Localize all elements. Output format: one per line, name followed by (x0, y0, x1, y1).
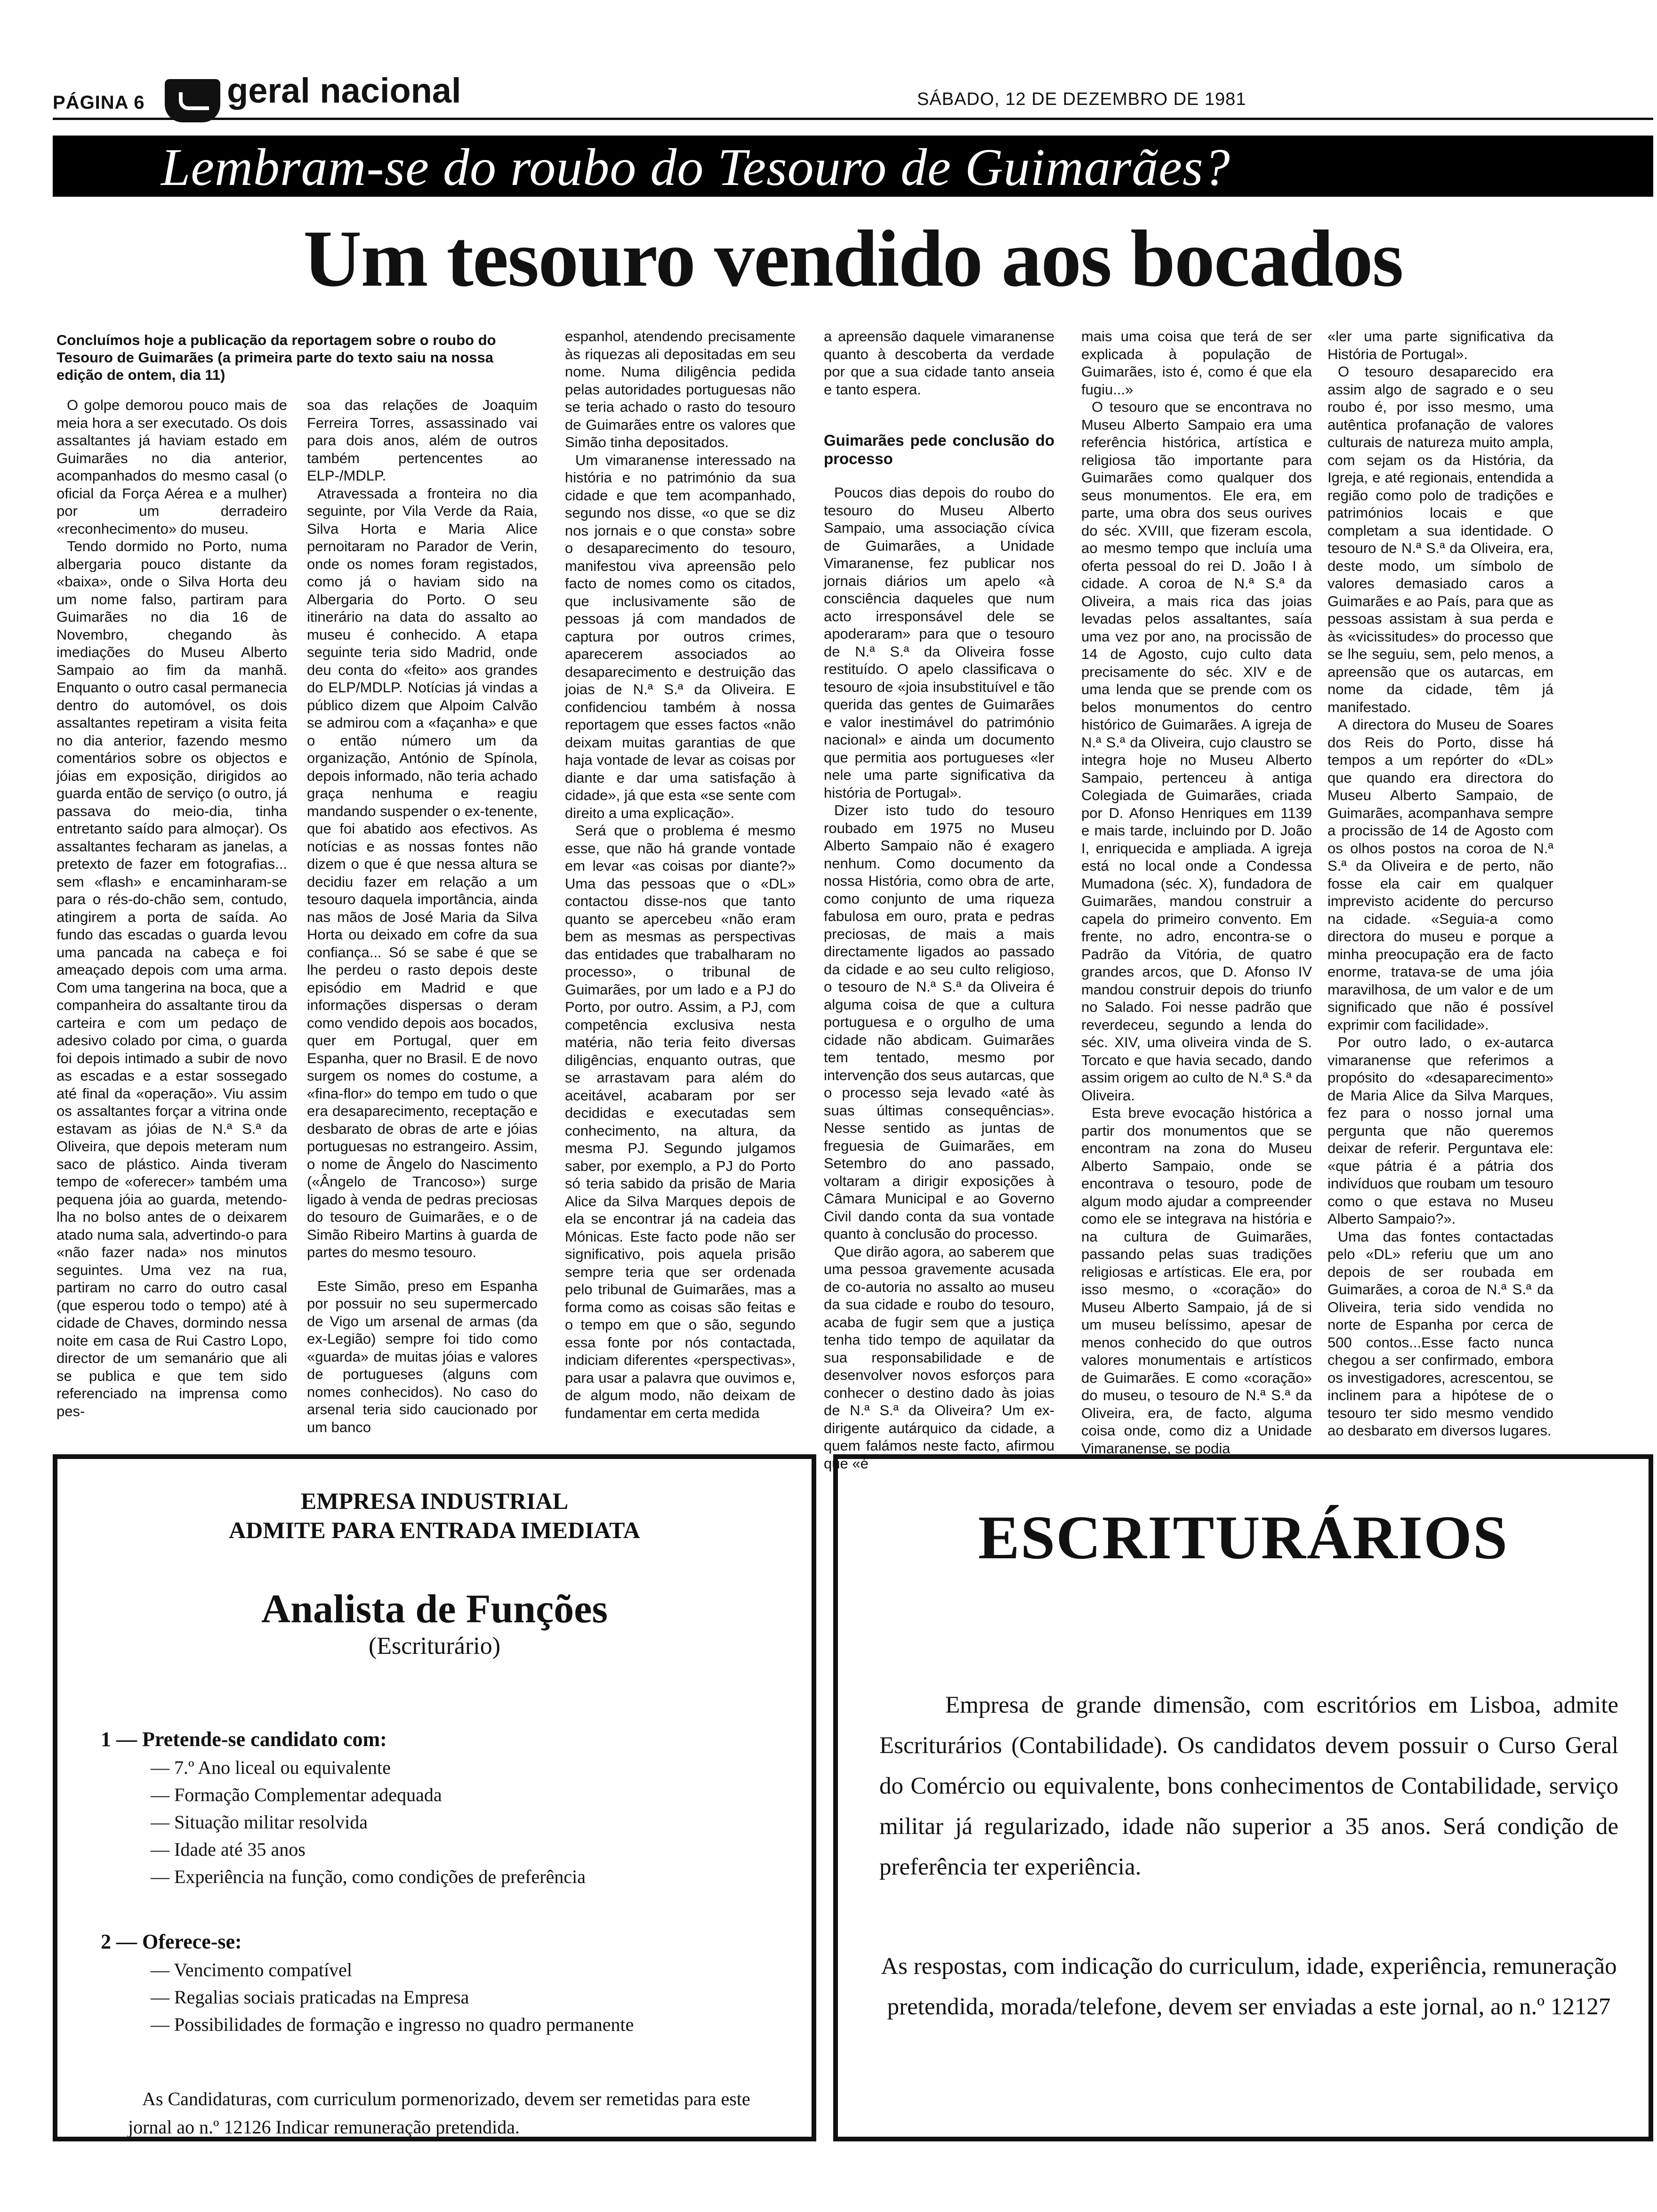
article-column-5 (1081, 328, 1312, 1457)
paragraph: soa das relações de Joaquim Ferreira Torres, assassinado vai para dois anos, além de outros também pertencentes ao ELP-/MDLP. (307, 397, 538, 484)
page-number: PÁGINA 6 (53, 92, 145, 113)
header-rule (53, 118, 1653, 120)
paragraph: Tendo dormido no Porto, numa albergaria pouco distante da «baixa», onde o Silva Horta deu um nome falso, partiram para Guimarães no dia 16 de Novembro, chegando às imediações do Museu Alberto Sampaio ao fim da manhã. Enquanto o outro casal permanecia dentro do automóvel, os dois assaltantes repetiram a visita feita no dia anterior, fazendo mesmo comentários sobre os objectos e jóias em exposição, dirigidos ao guarda então de serviço (o outro, já passava do meio-dia, tinha entretanto saído para almoçar). Os assaltantes fecharam as janelas, a pretexto de fazer em fotografias... sem «flash» e encaminharam-se para o rés-do-chão sem, contudo, atingirem a porta de saída. Ao fundo das escadas o guarda levou uma pancada na cabeça e foi ameaçado depois com uma arma. Com uma tangerina na boca, que a companheira do assaltante tirou da carteira e com um pedaço de adesivo colado por cima, o guarda foi depois intimado a subir de novo as escadas e a estar sossegado até final da «operação». Viu assim os assaltantes forçar a vitrina onde estavam as jóias de N.ª S.ª da Oliveira, que depois meteram num saco de plástico. Ainda tiveram tempo de «oferecer» também uma pequena jóia ao guarda, metendo-lha no bolso antes de o deixarem atado numa sala, advertindo-o para «não fazer nada» nos minutos seguintes. Uma vez na rua, partiram no carro do outro casal (que esperou todo o tempo) até à cidade de Chaves, dormindo nessa noite em casa de Rui Castro Lopo, director de um semanário que ali se publica e que tem sido referenciado na imprensa como pes- (56, 538, 287, 1419)
ad-requirement-item: — Idade até 35 anos (151, 1839, 306, 1860)
paragraph: Poucos dias depois do roubo do tesouro do Museu Alberto Sampaio, uma associação cívica de Guimarães, a Unidade Vimaranense, fez publicar nos jornais diários um apelo «à consciência daqueles que num acto irresponsável dele se apoderaram» para que o tesouro de N.ª S.ª da Oliveira fosse restituído. O apelo classificava o tesouro de «joia insubstituível e tão querida das gentes de Guimarães e valor inestimável do património nacional» e ainda um documento que permitia aos portugueses «ler nele uma parte significativa da história de Portugal». (824, 484, 1054, 801)
paragraph: mais uma coisa que terá de ser explicada à população de Guimarães, isto é, como é que ela fugiu...» (1081, 328, 1312, 398)
job-ad-analista (53, 1454, 816, 2141)
paragraph: O tesouro desaparecido era assim algo de sagrado e o seu roubo é, por isso mesmo, uma autêntica profanação de valores culturais de natureza muito ampla, com sejam os da História, da Igreja, e até regionais, entendida a região como polo de tradições e patrimónios locais e que completam a sua identidade. O tesouro de N.ª S.ª da Oliveira, era, deste modo, um símbolo de valores demasiado caros a Guimarães e ao País, para que as pessoas assistam à sua perda e às «vicissitudes» do processo que se lhe seguiu, sem, pelo menos, a apreensão que os autarcas, em nome da cidade, têm já manifestado. (1327, 363, 1553, 715)
ad-requirement-item: — Experiência na função, como condições de preferência (151, 1866, 586, 1887)
ad-company-line: EMPRESA INDUSTRIAL (300, 1488, 569, 1514)
article-column-4 (824, 328, 1054, 1472)
ad-requirement-item: — Formação Complementar adequada (151, 1784, 442, 1805)
paragraph: Este Simão, preso em Espanha por possuir no seu supermercado de Vigo um arsenal de armas (da ex-Legião) sempre foi tido como «guarda» de muitas jóias e valores de portugueses (alguns com nomes conhecidos). No caso do arsenal teria sido caucionado por um banco (307, 1277, 538, 1435)
issue-date: SÁBADO, 12 DE DEZEMBRO DE 1981 (917, 89, 1247, 109)
ad-response: As respostas, com indicação do curriculum, idade, experiência, remuneração pretendida, morada/telefone, devem ser enviadas a este jornal, ao n.º 12127 (881, 1953, 1617, 2020)
ad-offer-item: — Regalias sociais praticadas na Empresa (151, 1987, 469, 2008)
ad-title: ESCRITURÁRIOS (978, 1503, 1509, 1572)
ad-requirement-item: — 7.º Ano liceal ou equivalente (151, 1757, 391, 1778)
ad-offer-item: — Possibilidades de formação e ingresso no quadro permanente (151, 2014, 634, 2035)
article-column-3 (565, 328, 796, 1432)
paragraph: «ler uma parte significativa da História de Portugal». (1327, 328, 1553, 362)
kicker-bar (53, 136, 1653, 197)
newspaper-logo-icon (165, 79, 220, 122)
paragraph: Esta breve evocação histórica a partir dos monumentos que se encontram na zona do Museu Alberto Sampaio, onde se encontrava o tesouro, pode de algum modo ajudar a compreender como ele se integrava na história e na cultura de Guimarães, passando pelas suas tradições religiosas e artísticas. Ele era, por isso mesmo, o «coração» do Museu Alberto Sampaio, já de si um museu belíssimo, apesar de menos conhecido do que outros valores monumentais e artísticos de Guimarães. E como «coração» do museu, o tesouro de N.ª S.ª da Oliveira, era, de facto, alguma coisa onde, como diz a Unidade Vimaranense, se podia (1081, 1105, 1312, 1457)
ad-footer: As Candidaturas, com curriculum pormenorizado, devem ser remetidas para este jornal ao n.º 12126 Indicar remuneração pretendida. (128, 2088, 750, 2138)
paragraph: O golpe demorou pouco mais de meia hora a ser executado. Os dois assaltantes já haviam estado em Guimarães no dia anterior, acompanhados do mesmo casal (o oficial da Força Aérea e a mulher) por um derradeiro «reconhecimento» do museu. (56, 397, 287, 537)
ad-offers-title: 2 — Oferece-se: (101, 1930, 242, 1953)
paragraph: Atravessada a fronteira no dia seguinte, por Vila Verde da Raia, Silva Horta e Maria Alice pernoitaram no Parador de Verin, onde os nomes foram registados, como já o haviam sido na Albergaria do Porto. O seu itinerário na data do assalto ao museu é conhecido. A etapa seguinte teria sido Madrid, onde deu conta do «feito» aos grandes do ELP/MDLP. Notícias já vindas a público dizem que Alpoim Calvão se admirou com a «façanha» e que o então número um da organização, António de Spínola, depois informado, não teria achado graça nenhuma e reagiu mandando suspender o ex-tenente, que foi abatido aos efectivos. As notícias e as nossas fontes não dizem o que é que nessa altura se decidiu fazer em relação a um tesouro daquela importância, ainda nas mãos de José Maria da Silva Horta ou deixado em cofre da sua confiança... Só se sabe é que se lhe perdeu o rasto depois deste episódio em Madrid e que informações dispersas o deram como vendido depois aos bocados, quer em Portugal, quer em Espanha, quer no Brasil. E de novo surgem os nomes do costume, a «fina-flor» do tempo em tudo o que era desaparecimento, receptação e desbarato de obras de arte e jóias portuguesas no estrangeiro. Assim, o nome de Ângelo do Nascimento («Ângelo de Trancoso») surge ligado à venda de pedras preciosas do tesouro de Guimarães, e o de Simão Ribeiro Martins à guarda de partes do mesmo tesouro. (307, 485, 538, 1260)
paragraph: espanhol, atendendo precisamente às riquezas ali depositadas em seu nome. Numa diligência pedida pelas autoridades portuguesas não se teria achado o rasto do tesouro de Guimarães entre os valores que Simão tinha depositados. (565, 328, 796, 450)
ad-requirements-title: 1 — Pretende-se candidato com: (101, 1728, 387, 1751)
paragraph: Dizer isto tudo do tesouro roubado em 1975 no Museu Alberto Sampaio não é exagero nenhum. Como documento da nossa História, como obra de arte, como conjunto de uma riqueza fabulosa em ouro, prata e pedras preciosas, de mais a mais directamente ligados ao passado da cidade e ao seu culto religioso, o tesouro de N.ª S.ª da Oliveira é alguma coisa de que a cultura portuguesa e o orgulho de uma cidade não abdicam. Guimarães tem tentado, mesmo por intervenção dos seus autarcas, que o processo seja levado «até às suas últimas consequências». Nesse sentido as juntas de freguesia de Guimarães, em Setembro do ano passado, voltaram a dirigir exposições à Câmara Municipal e ao Governo Civil dando conta da sua vontade quanto à conclusão do processo. (824, 802, 1054, 1242)
ad-job-title: Analista de Funções (261, 1586, 608, 1631)
paragraph: Uma das fontes contactadas pelo «DL» referiu que um ano depois de ser roubada em Guimarães, a coroa de N.ª S.ª da Oliveira, teria sido vendida no norte de Espanha por cerca de 500 contos...Esse facto nunca chegou a ser confirmado, embora os investigadores, acrescentou, se inclinem para a hipótese de o tesouro ter sido mesmo vendido ao desbarato em diversos lugares. (1327, 1228, 1553, 1439)
paragraph: O tesouro que se encontrava no Museu Alberto Sampaio era uma referência histórica, artística e religiosa tão importante para Guimarães como qualquer dos seus monumentos. Ele era, em parte, uma obra dos seus ourives do séc. XVIII, que fizeram escola, ao mesmo tempo que incluía uma oferta pessoal do rei D. João I à cidade. A coroa de N.ª S.ª da Oliveira, a mais rica das joias levadas pelos assaltantes, saía uma vez por ano, na procissão de 14 de Agosto, cujo culto data precisamente do séc. XIV e de uma lenda que se prende com os belos monumentos do centro histórico de Guimarães. A igreja de N.ª S.ª da Oliveira, cujo claustro se integra hoje no Museu Alberto Sampaio, pertenceu à antiga Colegiada de Guimarães, criada por D. Afonso Henriques em 1139 e mais tarde, incluindo por D. João I, enriquecida e ampliada. A igreja está no local onde a Condessa Mumadona (séc. X), fundadora de Guimarães, mandou construir a capela do primeiro convento. Em frente, no adro, encontra-se o Padrão da Vitória, de quatro grandes arcos, que D. Afonso IV mandou construir depois do triunfo no Salado. Foi nesse padrão que reverdeceu, segundo a lenda do séc. XIV, uma oliveira vinda de S. Torcato e que havia secado, dando assim origem ao culto de N.ª S.ª da Oliveira. (1081, 399, 1312, 1104)
ad-job-subtitle: (Escriturário) (368, 1633, 501, 1659)
paragraph: Um vimaranense interessado na história e no património da sua cidade e que tem acompanhado, segundo nos disse, «o que se diz nos jornais e o que consta» sobre o desaparecimento do tesouro, manifestou viva apreensão pelo facto de nomes como os citados, que inclusivamente são de pessoas já com mandados de captura por outros crimes, aparecerem associados ao desaparecimento e destruição das joias de N.ª S.ª da Oliveira. E confidenciou também à nossa reportagem que esses factos «não deixam muitas garantias de que haja vontade de levar as coisas por diante e dar uma satisfação à cidade», já que esta «se sente com direito a uma explicação». (565, 451, 796, 821)
article-column-2 (307, 396, 538, 1435)
ad-admits-line: ADMITE PARA ENTRADA IMEDIATA (229, 1517, 640, 1543)
ad-offer-item: — Vencimento compatível (151, 1959, 353, 1980)
ad-requirement-item: — Situação militar resolvida (151, 1811, 368, 1833)
article-lead: Concluímos hoje a publicação da reportagem sobre o roubo do Tesouro de Guimarães (a primeira parte do texto saiu na nossa edição de ontem, dia 11) (56, 332, 496, 383)
job-ad-escriturarios (833, 1454, 1653, 2141)
article-subhead: Guimarães pede conclusão do processo (824, 432, 1054, 467)
paragraph: Por outro lado, o ex-autarca vimaranense que referimos a propósito do «desaparecimento» de Maria Alice da Silva Marques, fez para o nosso jornal uma pergunta que não queremos deixar de referir. Perguntava ele: «que pátria é a pátria dos indivíduos que roubam um tesouro como o que estava no Museu Alberto Sampaio?». (1327, 1034, 1553, 1227)
kicker-title: Lembram-se do roubo do Tesouro de Guimarães? (161, 138, 1231, 197)
headline: Um tesouro vendido aos bocados (303, 214, 1403, 304)
paragraph: a apreensão daquele vimaranense quanto à descoberta da verdade por que a sua cidade tanto anseia e tanto espera. (824, 328, 1054, 398)
paragraph: A directora do Museu de Soares dos Reis do Porto, disse há tempos a um repórter do «DL» que quando era directora do Museu Alberto Sampaio, de Guimarães, acompanhava sempre a procissão de 14 de Agosto com os olhos postos na coroa de N.ª S.ª da Oliveira e de perto, não fosse ela cair em qualquer imprevisto acidente do percurso na cidade. «Seguia-a como directora do museu e porque a minha preocupação era de facto enorme, tratava-se de uma jóia maravilhosa, de um valor e de um significado que não é possível exprimir com facilidade». (1327, 716, 1553, 1033)
paragraph: Que dirão agora, ao saberem que uma pessoa gravemente acusada de co-autoria no assalto ao museu da sua cidade e roubo do tesouro, acaba de fugir sem que a justiça tenha tido tempo de aquilatar da sua responsabilidade e de desenvolver novos esforços para conhecer o destino dado às joias de N.ª S.ª da Oliveira? Um ex-dirigente autárquico da cidade, a quem falámos neste facto, afirmou que «é (824, 1243, 1054, 1472)
article-column-1 (56, 396, 287, 1432)
section-title: geral nacional (227, 71, 461, 110)
article-column-6 (1327, 328, 1553, 1439)
ad-body: Empresa de grande dimensão, com escritórios em Lisboa, admite Escriturários (Contabilidade). Os candidatos devem possuir o Curso Geral do Comércio ou equivalente, bons conhecimentos de Contabilidade, serviço militar já regularizado, idade não superior a 35 anos. Será condição de preferência ter experiência. (879, 1692, 1618, 1880)
paragraph: Será que o problema é mesmo esse, que não há grande vontade em levar «as coisas por diante?» Uma das pessoas que o «DL» contactou disse-nos que tanto quanto se apercebeu «não eram bem as mesmas as perspectivas das entidades que trabalharam no processo», o tribunal de Guimarães, por um lado e a PJ do Porto, por outro. Assim, a PJ, com competência exclusiva nesta matéria, não teria feito diversas diligências, enquanto outras, que se arrastavam para além do aceitável, acabaram por ser decididas e executadas sem conhecimento, na altura, da mesma PJ. Segundo julgamos saber, por exemplo, a PJ do Porto só teria sabido da prisão de Maria Alice da Silva Marques depois de ela se encontrar já na cadeia das Mónicas. Este facto pode não ser significativo, pois aquela prisão sempre teria que ser ordenada pelo tribunal de Guimarães, mas a forma como as coisas são feitas e o tempo em que o são, segundo essa fonte por nós contactada, indiciam diferentes «perspectivas», para usar a palavra que ouvimos e, de algum modo, não deixam de fundamentar em certa medida (565, 822, 796, 1421)
